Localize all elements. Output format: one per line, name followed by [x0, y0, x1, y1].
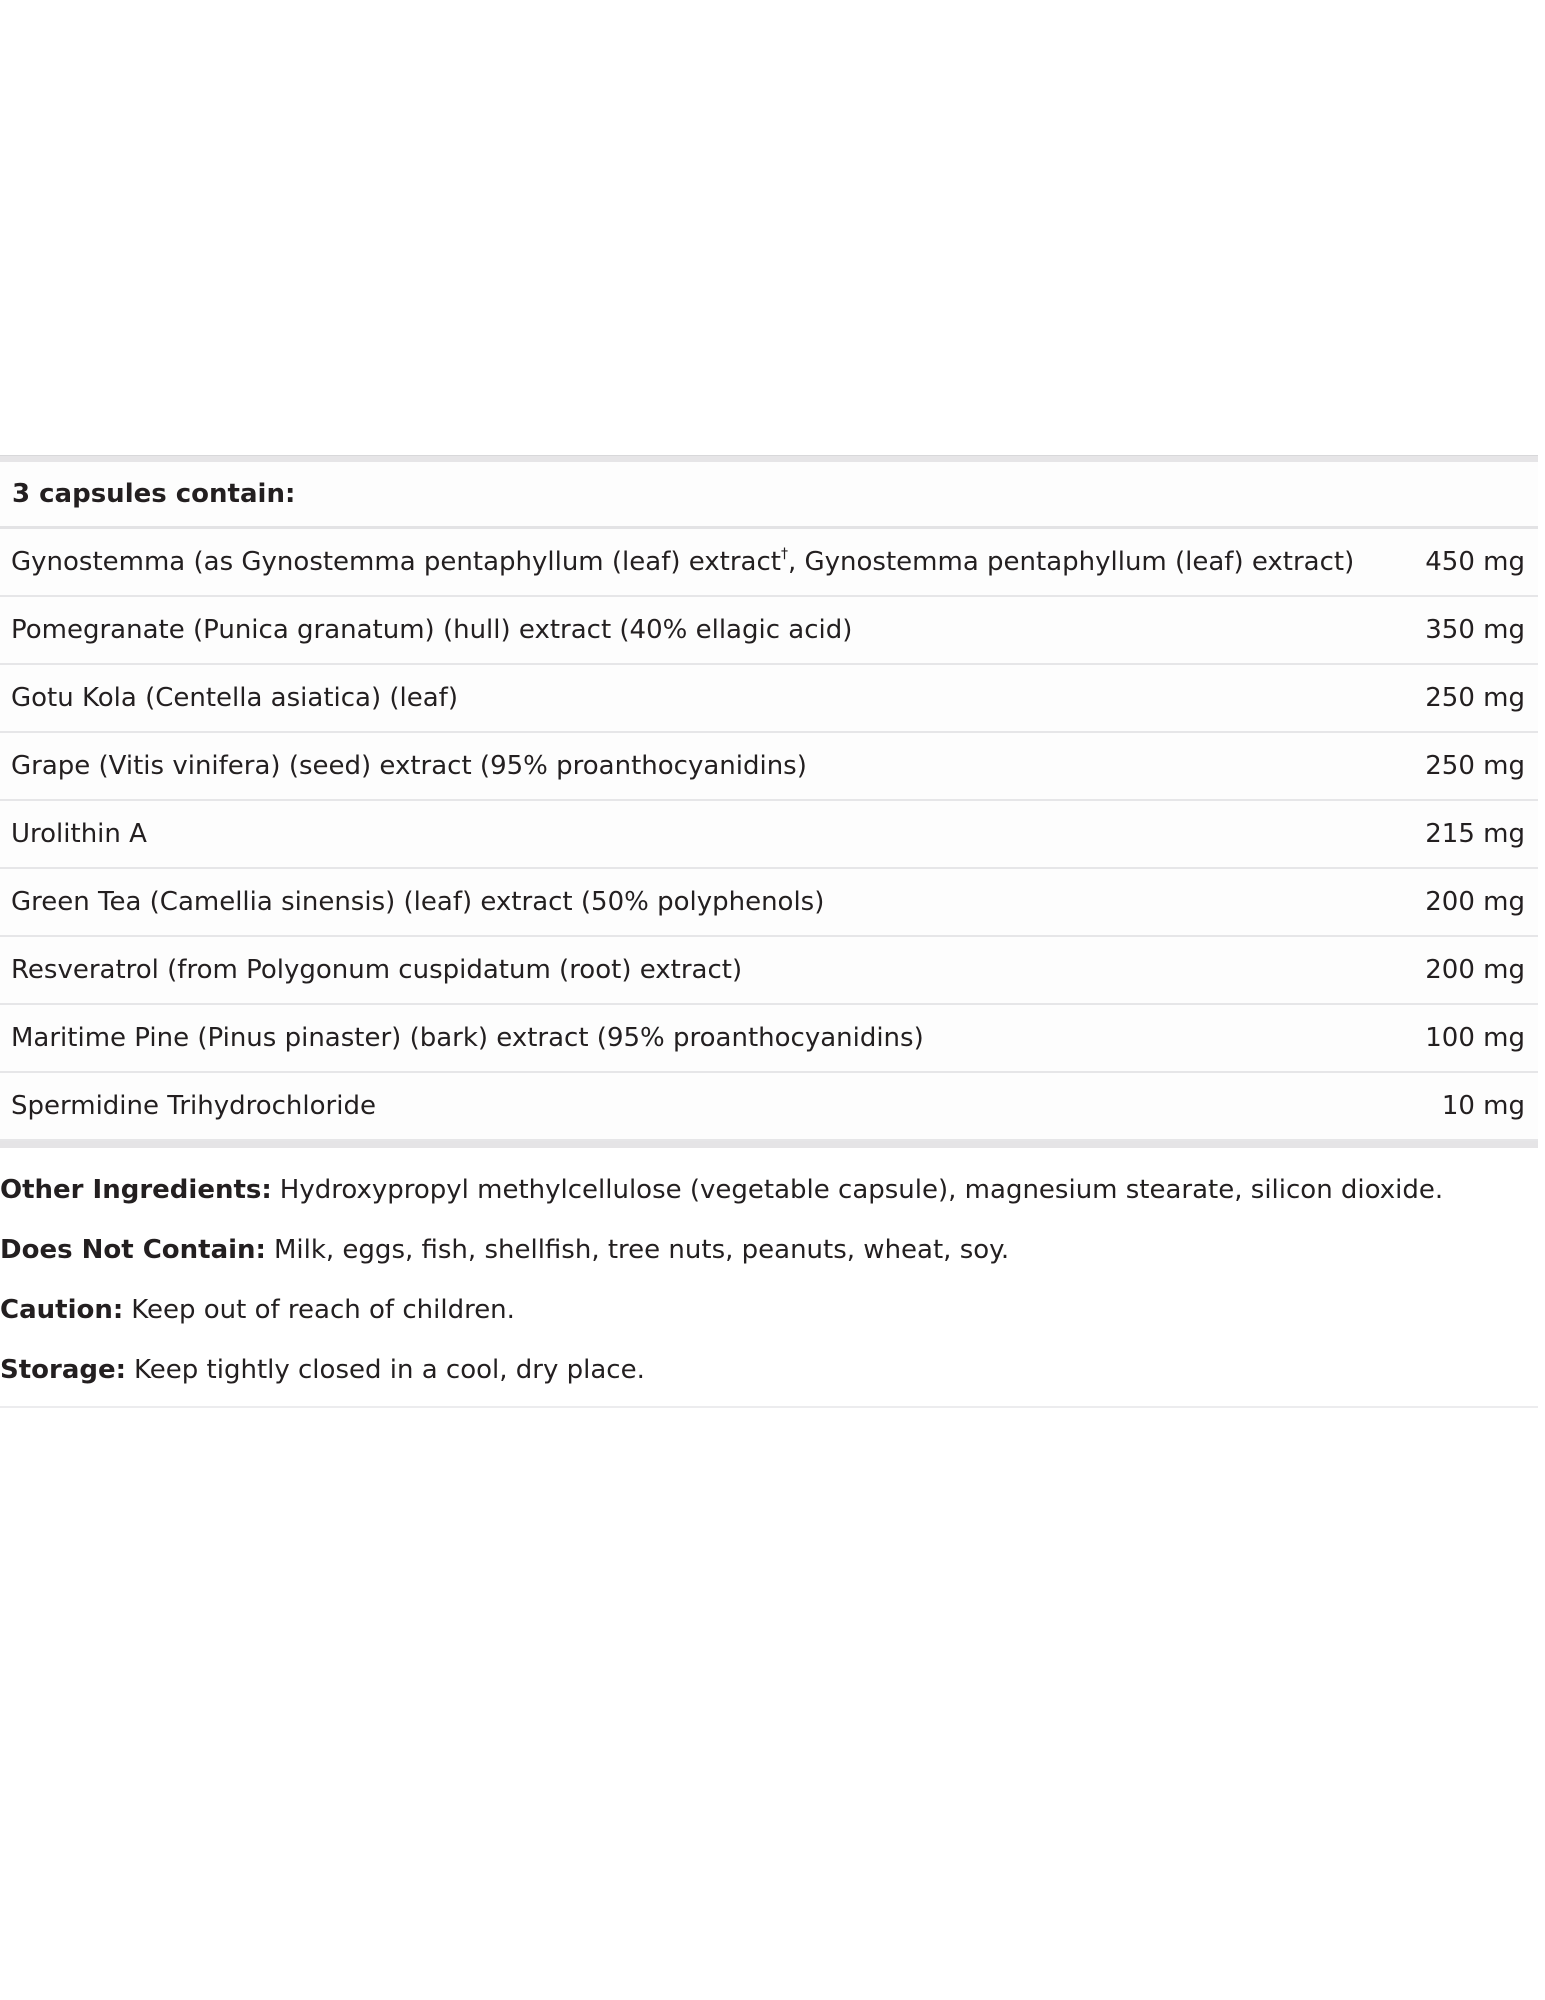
- serving-header: [0, 462, 1538, 529]
- ingredient-amount: 450 mg: [1425, 547, 1525, 577]
- note-label: Does Not Contain:: [0, 1235, 266, 1265]
- ingredient-row: [0, 869, 1538, 937]
- ingredient-name: Pomegranate (Punica granatum) (hull) extract (40% ellagic acid): [11, 615, 853, 645]
- note-label: Caution:: [0, 1295, 124, 1325]
- note-label: Other Ingredients:: [0, 1175, 272, 1205]
- ingredient-name: Green Tea (Camellia sinensis) (leaf) extract (50% polyphenols): [11, 887, 825, 917]
- footnote-mark: †: [780, 546, 788, 562]
- note-caution: [0, 1280, 1538, 1340]
- ingredient-amount: 200 mg: [1425, 887, 1525, 917]
- notes-divider: [0, 1406, 1538, 1408]
- ingredient-row: [0, 665, 1538, 733]
- ingredient-row: [0, 597, 1538, 665]
- ingredient-amount: 10 mg: [1441, 1091, 1525, 1121]
- ingredient-name-text: Gynostemma (as Gynostemma pentaphyllum (leaf) extract: [11, 547, 781, 577]
- ingredient-amount: 250 mg: [1425, 751, 1525, 781]
- note-text: Keep out of reach of children.: [131, 1295, 515, 1325]
- ingredient-amount: 250 mg: [1425, 683, 1525, 713]
- note-label: Storage:: [0, 1355, 127, 1385]
- ingredient-row: [0, 733, 1538, 801]
- ingredient-amount: 215 mg: [1425, 819, 1525, 849]
- note-does-not-contain: [0, 1220, 1538, 1280]
- ingredient-name: Urolithin A: [11, 819, 147, 849]
- label-notes: [0, 1160, 1538, 1408]
- ingredient-name-suffix: , Gynostemma pentaphyllum (leaf) extract): [787, 547, 1355, 577]
- note-storage: [0, 1340, 1538, 1400]
- ingredient-row: [0, 1073, 1538, 1141]
- supplement-facts-table: [0, 455, 1538, 1148]
- top-divider: [0, 455, 1538, 462]
- ingredient-row: [0, 1005, 1538, 1073]
- ingredient-name: Spermidine Trihydrochloride: [11, 1091, 376, 1121]
- ingredient-amount: 200 mg: [1425, 955, 1525, 985]
- note-text: Hydroxypropyl methylcellulose (vegetable capsule), magnesium stearate, silicon dioxide.: [279, 1175, 1444, 1205]
- ingredient-amount: 350 mg: [1425, 615, 1525, 645]
- ingredient-row: [0, 801, 1538, 869]
- bottom-divider: [0, 1141, 1538, 1148]
- ingredient-name: Maritime Pine (Pinus pinaster) (bark) extract (95% proanthocyanidins): [11, 1023, 924, 1053]
- ingredient-amount: 100 mg: [1425, 1023, 1525, 1053]
- note-text: Milk, eggs, fish, shellfish, tree nuts, peanuts, wheat, soy.: [273, 1235, 1010, 1265]
- ingredient-name: Resveratrol (from Polygonum cuspidatum (root) extract): [11, 955, 743, 985]
- serving-header-text: 3 capsules contain:: [12, 479, 296, 509]
- ingredient-name: Grape (Vitis vinifera) (seed) extract (95% proanthocyanidins): [11, 751, 807, 781]
- note-text: Keep tightly closed in a cool, dry place.: [134, 1355, 645, 1385]
- ingredient-row: [0, 529, 1538, 597]
- ingredient-row: [0, 937, 1538, 1005]
- ingredient-name: Gotu Kola (Centella asiatica) (leaf): [11, 683, 458, 713]
- ingredient-name: [11, 547, 1354, 577]
- note-other-ingredients: [0, 1160, 1538, 1220]
